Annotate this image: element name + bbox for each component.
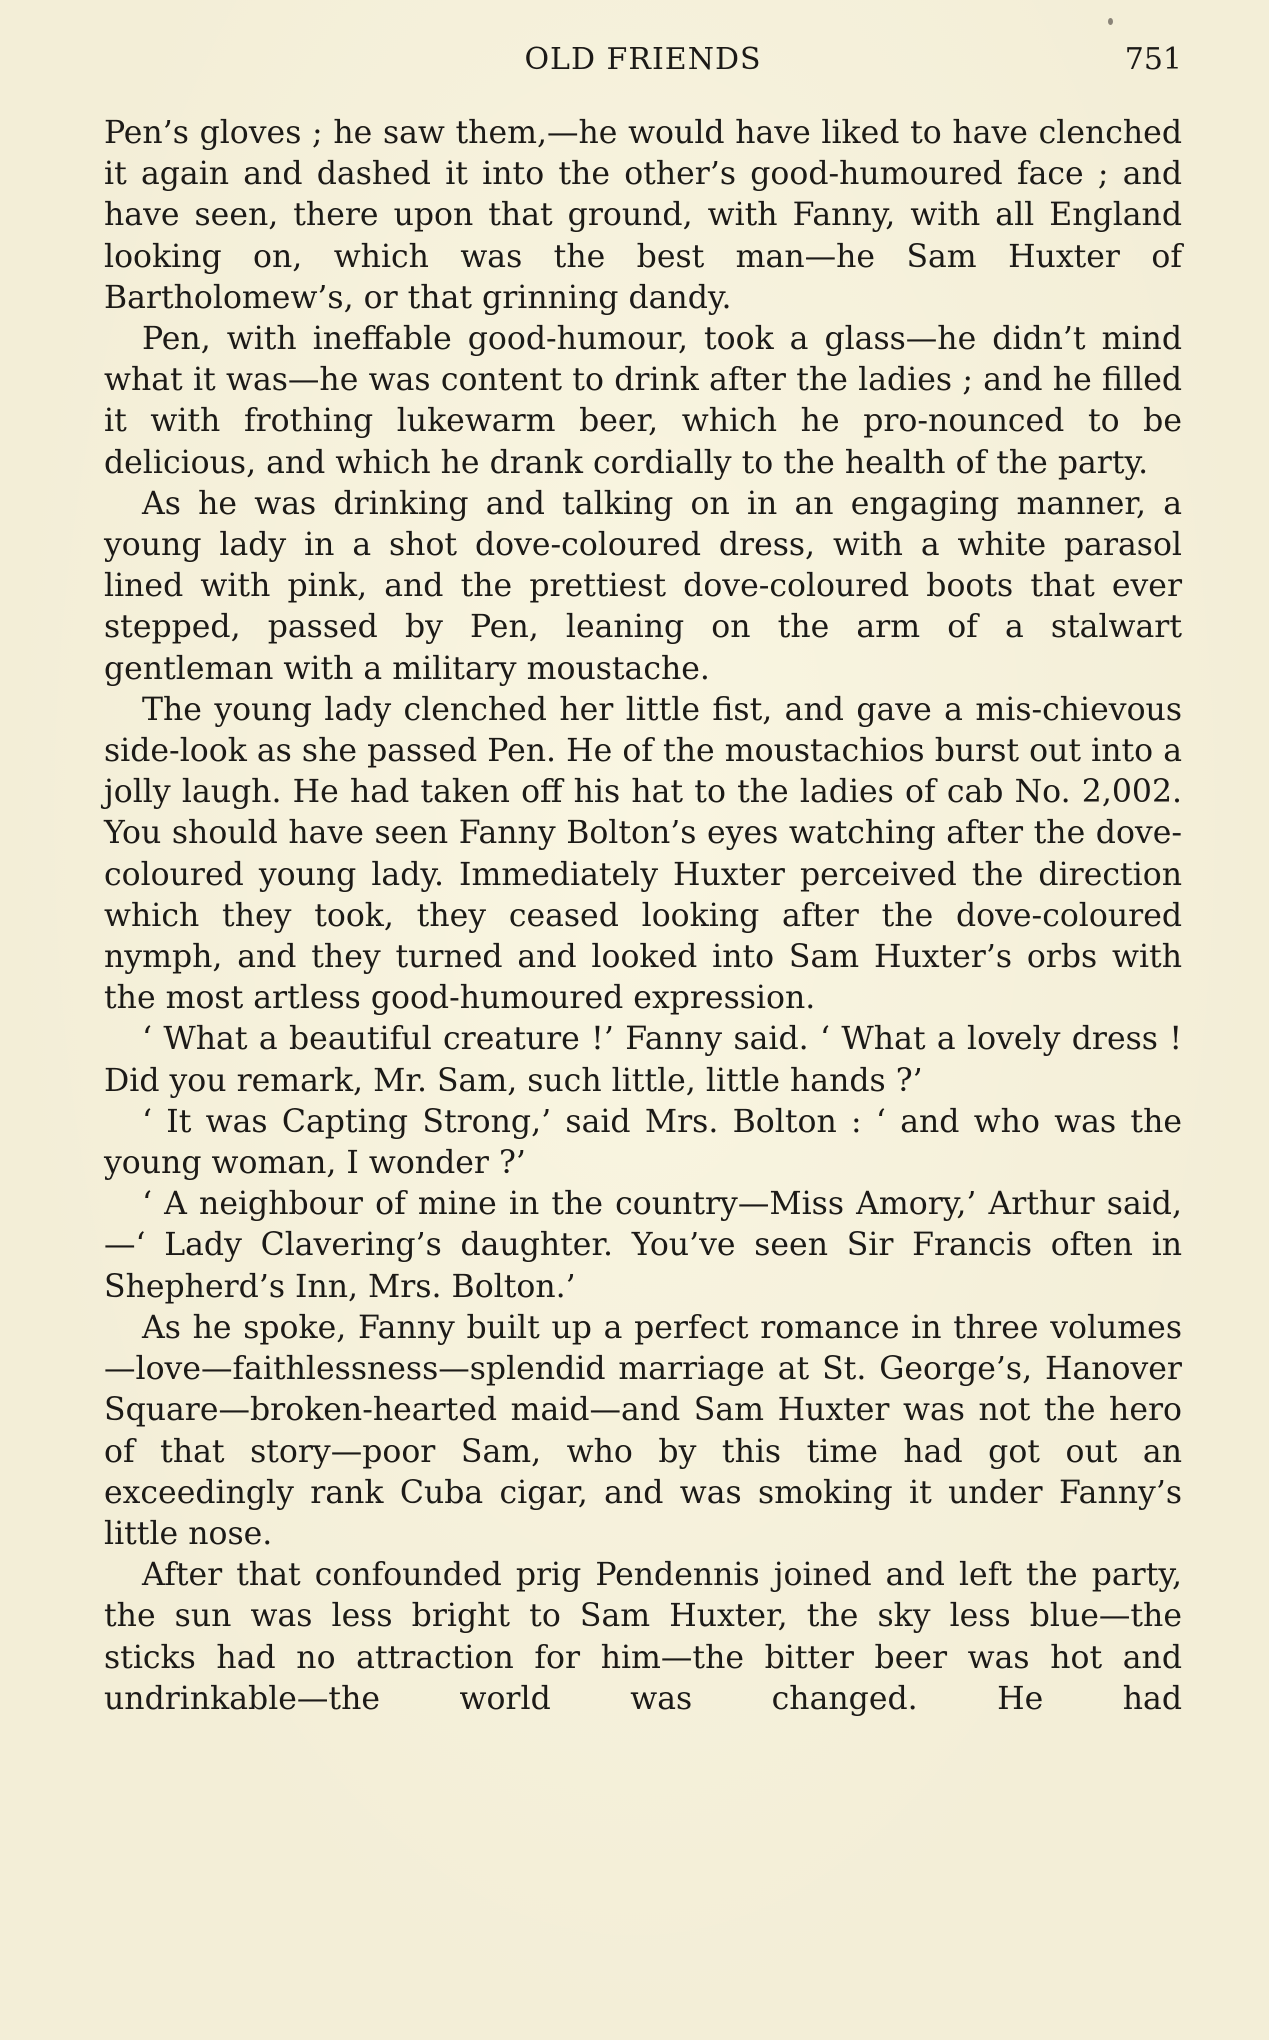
paragraph: After that confounded prig Pendennis joined and left the party, the sun was less bright to Sam Huxter, the sky less blue—the sticks had no attraction for him—the bitter beer was hot and undrinkable—the world was changed. He had bbox=[104, 1557, 1182, 1717]
paragraph: As he was drinking and talking on in an engaging manner, a young lady in a shot dove-coloured dress, with a white parasol lined with pink, and the prettiest dove-coloured boots that ever stepped, passed by Pen, leaning on the arm of a stalwart gentleman with a military moustache. bbox=[104, 485, 1182, 687]
paragraph: As he spoke, Fanny built up a perfect romance in three volumes—love—faithlessness—splendid marriage at St. George’s, Hanover Square—broken-hearted maid—and Sam Huxter was not the hero of that story—poor Sam, who by this time had got out an exceedingly rank Cuba cigar, and was smoking it under Fanny’s little nose. bbox=[104, 1309, 1182, 1552]
running-title: OLD FRIENDS bbox=[524, 42, 762, 77]
body-text bbox=[104, 113, 1182, 1720]
ink-speck bbox=[1108, 18, 1113, 25]
paragraph: Pen’s gloves ; he saw them,—he would have liked to have clenched it again and dashed it into the other’s good-humoured face ; and have seen, there upon that ground, with Fanny, with all England looking on, which was the best man—he Sam Huxter of Bartholomew’s, or that grinning dandy. bbox=[104, 115, 1182, 316]
running-header bbox=[104, 38, 1182, 82]
paragraph: ‘ A neighbour of mine in the country—Miss Amory,’ Arthur said,—‘ Lady Clavering’s daughter. You’ve seen Sir Francis often in Shepherd’s Inn, Mrs. Bolton.’ bbox=[104, 1186, 1182, 1305]
paragraph: ‘ What a beautiful creature !’ Fanny said. ‘ What a lovely dress ! Did you remark, Mr. Sam, such little, little hands ?’ bbox=[104, 1021, 1182, 1099]
paragraph: Pen, with ineffable good-humour, took a glass—he didn’t mind what it was—he was content to drink after the ladies ; and he filled it with frothing lukewarm beer, which he pro-nounced to be delicious, and which he drank cordially to the health of the party. bbox=[104, 321, 1182, 481]
paragraph: ‘ It was Capting Strong,’ said Mrs. Bolton : ‘ and who was the young woman, I wonder ?’ bbox=[104, 1103, 1182, 1182]
page-number: 751 bbox=[1124, 42, 1182, 77]
paragraph: The young lady clenched her little fist, and gave a mis-chievous side-look as she passed Pen. He of the moustachios burst out into a jolly laugh. He had taken off his hat to the ladies of cab No. 2,002. You should have seen Fanny Bolton’s eyes watching after the dove-coloured young lady. Immediately Huxter perceived the direction which they took, they ceased looking after the dove-coloured nymph, and they turned and looked into Sam Huxter’s orbs with the most artless good-humoured expression. bbox=[104, 691, 1182, 1017]
